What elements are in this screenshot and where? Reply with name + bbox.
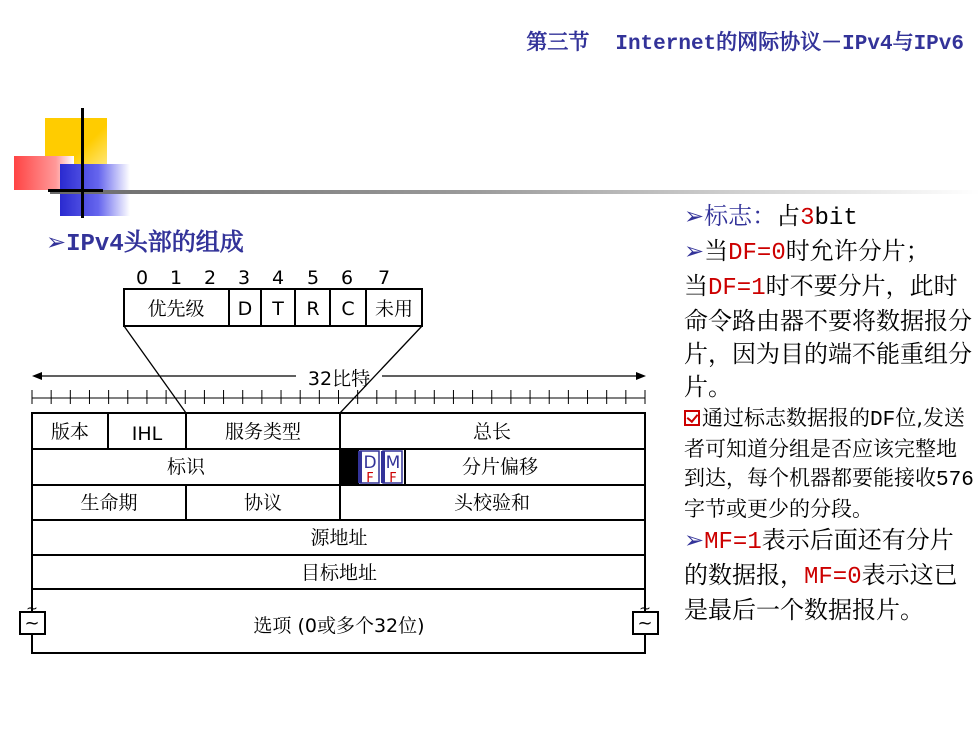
field-type-of-service: 服务类型 <box>224 421 302 443</box>
bit-number: 1 <box>169 267 183 289</box>
note-df0-value: DF=0 <box>728 240 786 267</box>
note-df0-when: 当 <box>704 237 729 265</box>
header-title-version: IPv4与IPv6 <box>842 33 964 56</box>
note-mf0-text: 表示这已是最后一个数据报片。 <box>684 561 958 624</box>
df-flag-label: D <box>363 453 377 473</box>
tos-field-r: R <box>306 298 320 320</box>
width-label: 32比特 <box>307 368 371 390</box>
note-df1-when: 当 <box>684 272 708 300</box>
reserved-flag-bit <box>341 450 359 484</box>
header-section: 第三节 <box>526 30 590 54</box>
tilde-right-top-icon: ~ <box>639 601 651 617</box>
field-identification: 标识 <box>166 456 206 478</box>
note-flags-occupies: 占 <box>776 202 801 230</box>
bit-number: 6 <box>340 267 354 289</box>
tos-field-unused: 未用 <box>374 298 414 320</box>
note-df1 <box>684 270 976 404</box>
mf-flag-sublabel: F <box>389 471 397 486</box>
field-version: 版本 <box>50 421 90 443</box>
tos-field-c: C <box>341 298 355 320</box>
bit-number: 4 <box>271 267 285 289</box>
projection-line-left <box>124 326 186 413</box>
field-destination-address: 目标地址 <box>300 562 378 584</box>
bit-number: 7 <box>377 267 391 289</box>
note-df-bit-bytes: 576 <box>936 469 974 492</box>
field-source-address: 源地址 <box>310 527 368 549</box>
df-flag-sublabel: F <box>366 471 374 486</box>
field-fragment-offset: 分片偏移 <box>461 456 539 478</box>
note-flags-bits: 3 <box>800 205 815 232</box>
bit-number: 0 <box>135 267 149 289</box>
note-df1-text: 时不要分片，此时命令路由器不要将数据报分片，因为目的端不能重组分片。 <box>684 272 972 401</box>
note-flags-unit: bit <box>814 205 858 232</box>
mf-flag-label: M <box>385 453 401 473</box>
note-flags-size <box>684 200 976 235</box>
header-title-rest: 的网际协议－ <box>716 30 843 54</box>
bit-number: 5 <box>306 267 320 289</box>
checkbox-icon <box>684 410 700 426</box>
flags-explanation <box>684 200 976 627</box>
note-mf1-text: 表示后面还有分片的数据报， <box>684 526 954 589</box>
tos-field-t: T <box>272 298 284 320</box>
note-mf <box>684 524 976 627</box>
field-total-length: 总长 <box>472 421 512 443</box>
heading-text: 头部的组成 <box>123 228 244 256</box>
note-df-bit-text1: 通过标志数据报的 <box>702 406 870 430</box>
note-df-bit <box>684 404 976 524</box>
bullet-arrow-icon: ➢ <box>684 202 705 230</box>
tos-field-precedence: 优先级 <box>147 298 205 320</box>
field-header-checksum: 头校验和 <box>453 492 531 514</box>
bullet-arrow-icon: ➢ <box>684 526 705 554</box>
tilde-left-icon: ~ <box>24 613 40 634</box>
field-protocol: 协议 <box>243 492 283 514</box>
bullet-arrow-icon: ➢ <box>46 228 67 256</box>
field-ttl: 生命期 <box>80 492 138 514</box>
tilde-left-top-icon: ~ <box>26 601 38 617</box>
note-mf0-value: MF=0 <box>804 564 862 591</box>
note-df0-text: 时允许分片； <box>785 237 930 265</box>
bit-number: 3 <box>237 267 251 289</box>
note-flags-label: 标志： <box>704 202 777 230</box>
field-options: 选项 (0或多个32位) <box>253 615 425 637</box>
note-df-bit-text2: 位,发送者可知道分组是否应该完整地到达，每个机器都要能接收 <box>684 406 965 490</box>
tilde-right-icon: ~ <box>637 613 653 634</box>
field-ihl: IHL <box>131 423 163 445</box>
note-df-bit-text3: 字节或更少的分段。 <box>684 497 873 521</box>
header-title-en: Internet <box>615 33 717 56</box>
bit-number: 2 <box>203 267 217 289</box>
bit-ruler-ticks <box>32 390 645 404</box>
note-df-bit-name: DF <box>870 409 896 432</box>
heading-prefix: IPv4 <box>66 231 124 258</box>
tos-field-d: D <box>237 298 253 320</box>
note-mf1-value: MF=1 <box>704 529 762 556</box>
note-df1-value: DF=1 <box>708 275 766 302</box>
bullet-arrow-icon: ➢ <box>684 237 705 265</box>
note-df0 <box>684 235 976 270</box>
